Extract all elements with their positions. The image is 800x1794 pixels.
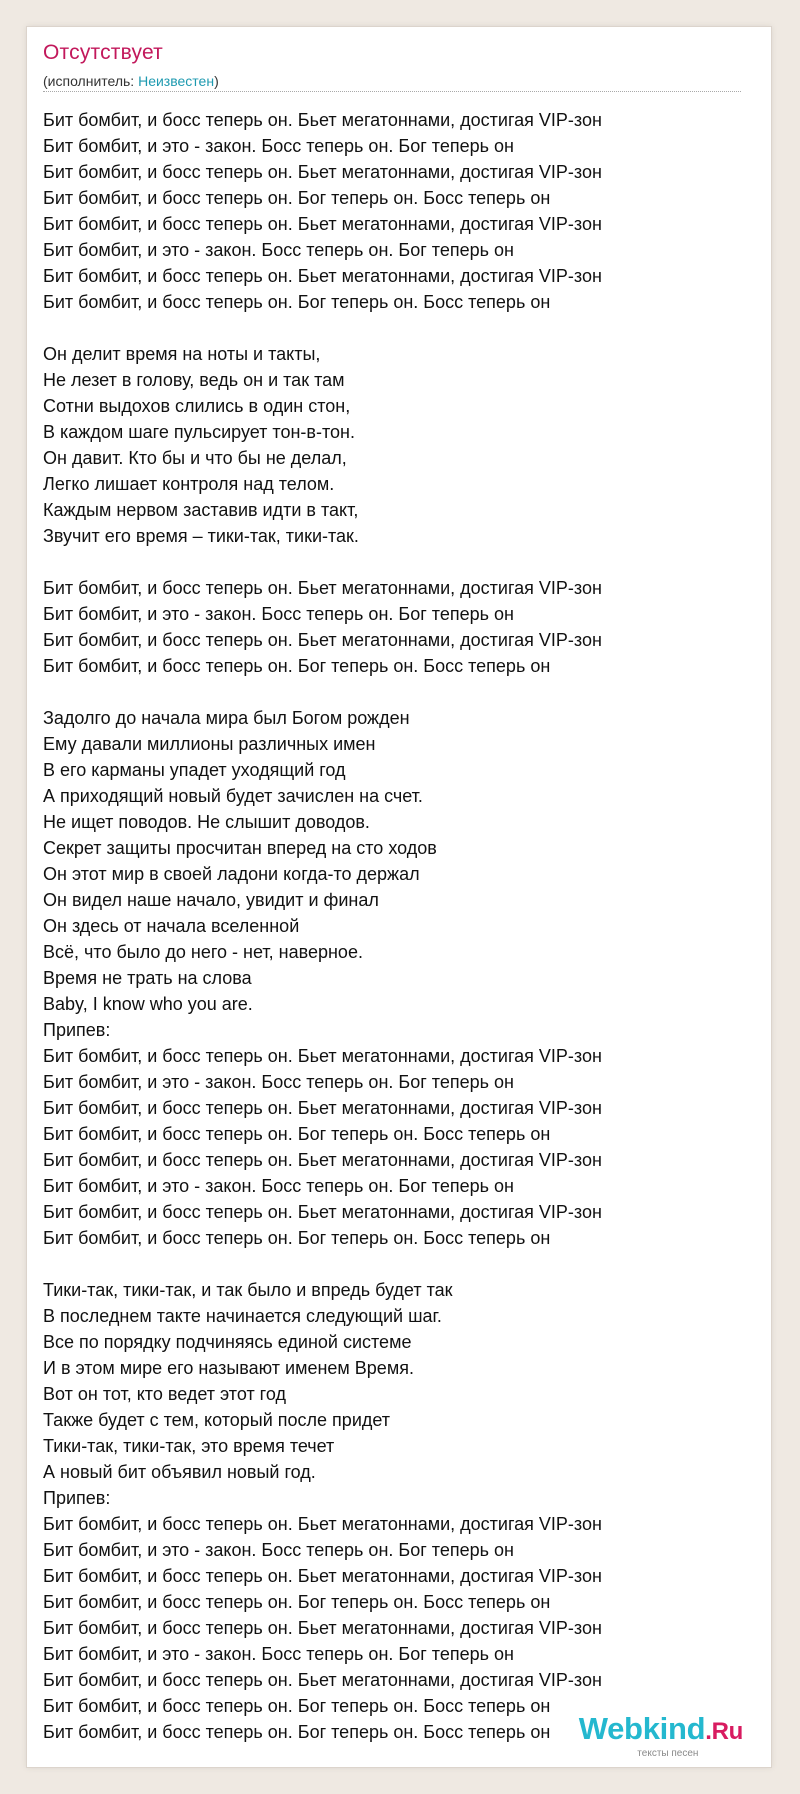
logo-main-text: Webkind bbox=[578, 1711, 706, 1746]
lyric-line: Вот он тот, кто ведет этот год bbox=[43, 1384, 286, 1404]
lyric-line: Baby, I know who you are. bbox=[43, 994, 253, 1014]
lyric-line: Бит бомбит, и босс теперь он. Бьет мегатоннами, достигая VIP-зон bbox=[43, 578, 602, 598]
lyric-line: Бит бомбит, и босс теперь он. Бьет мегатоннами, достигая VIP-зон bbox=[43, 1046, 602, 1066]
stanza-break bbox=[43, 315, 743, 341]
lyric-line: Бит бомбит, и босс теперь он. Бьет мегатоннами, достигая VIP-зон bbox=[43, 214, 602, 234]
lyric-line: Бит бомбит, и это - закон. Босс теперь он. Бог теперь он bbox=[43, 1644, 514, 1664]
lyric-line: Бит бомбит, и босс теперь он. Бог теперь он. Босс теперь он bbox=[43, 1696, 551, 1716]
lyric-line: Припев: bbox=[43, 1488, 111, 1508]
lyric-line: Не ищет поводов. Не слышит доводов. bbox=[43, 812, 370, 832]
stanza-break bbox=[43, 549, 743, 575]
lyric-line: Легко лишает контроля над телом. bbox=[43, 474, 335, 494]
lyric-line: Всё, что было до него - нет, наверное. bbox=[43, 942, 363, 962]
lyric-line: Бит бомбит, и это - закон. Босс теперь он. Бог теперь он bbox=[43, 1540, 514, 1560]
lyric-line: Бит бомбит, и босс теперь он. Бьет мегатоннами, достигая VIP-зон bbox=[43, 1670, 602, 1690]
lyric-line: Он давит. Кто бы и что бы не делал, bbox=[43, 448, 347, 468]
artist-link[interactable]: Неизвестен bbox=[138, 73, 215, 89]
logo-suffix-text: .Ru bbox=[705, 1718, 743, 1745]
lyric-line: Бит бомбит, и босс теперь он. Бьет мегатоннами, достигая VIP-зон bbox=[43, 1566, 602, 1586]
lyric-line: Ему давали миллионы различных имен bbox=[43, 734, 376, 754]
lyric-line: Бит бомбит, и босс теперь он. Бог теперь он. Босс теперь он bbox=[43, 188, 551, 208]
lyric-line: Сотни выдохов слились в один стон, bbox=[43, 396, 351, 416]
lyric-line: Он видел наше начало, увидит и финал bbox=[43, 890, 379, 910]
lyric-line: Он здесь от начала вселенной bbox=[43, 916, 300, 936]
logo-wordmark bbox=[578, 1711, 743, 1747]
lyric-line: Бит бомбит, и это - закон. Босс теперь он. Бог теперь он bbox=[43, 604, 514, 624]
site-logo[interactable] bbox=[578, 1711, 743, 1759]
lyric-line: Бит бомбит, и босс теперь он. Бог теперь он. Босс теперь он bbox=[43, 1722, 551, 1742]
lyric-line: Бит бомбит, и босс теперь он. Бьет мегатоннами, достигая VIP-зон bbox=[43, 1202, 602, 1222]
lyric-line: В его карманы упадет уходящий год bbox=[43, 760, 346, 780]
stanza-break bbox=[43, 1251, 743, 1277]
lyric-line: Звучит его время – тики-так, тики-так. bbox=[43, 526, 359, 546]
lyric-line: Время не трать на слова bbox=[43, 968, 252, 988]
stanza-break bbox=[43, 679, 743, 705]
lyric-line: Также будет с тем, который после придет bbox=[43, 1410, 391, 1430]
lyric-line: Бит бомбит, и босс теперь он. Бог теперь он. Босс теперь он bbox=[43, 1228, 551, 1248]
artist-prefix: (исполнитель: bbox=[43, 73, 139, 89]
lyric-line: Бит бомбит, и это - закон. Босс теперь он. Бог теперь он bbox=[43, 240, 514, 260]
lyrics-body bbox=[43, 107, 743, 1745]
artist-suffix: ) bbox=[214, 73, 219, 89]
lyric-line: Задолго до начала мира был Богом рожден bbox=[43, 708, 410, 728]
lyric-line: В каждом шаге пульсирует тон-в-тон. bbox=[43, 422, 355, 442]
lyric-line: А приходящий новый будет зачислен на счет. bbox=[43, 786, 423, 806]
lyric-line: Тики-так, тики-так, это время течет bbox=[43, 1436, 335, 1456]
lyric-line: И в этом мире его называют именем Время. bbox=[43, 1358, 414, 1378]
lyric-line: Бит бомбит, и босс теперь он. Бьет мегатоннами, достигая VIP-зон bbox=[43, 1514, 602, 1534]
lyric-line: Бит бомбит, и босс теперь он. Бьет мегатоннами, достигая VIP-зон bbox=[43, 630, 602, 650]
lyric-line: Он делит время на ноты и такты, bbox=[43, 344, 321, 364]
lyric-line: Бит бомбит, и это - закон. Босс теперь он. Бог теперь он bbox=[43, 1072, 514, 1092]
lyric-line: Секрет защиты просчитан вперед на сто ходов bbox=[43, 838, 437, 858]
lyric-line: Все по порядку подчиняясь единой системе bbox=[43, 1332, 412, 1352]
lyric-line: Он этот мир в своей ладони когда-то держал bbox=[43, 864, 420, 884]
lyrics-page bbox=[26, 26, 772, 1768]
logo-tagline: тексты песен bbox=[637, 1748, 699, 1759]
lyric-line: А новый бит объявил новый год. bbox=[43, 1462, 316, 1482]
lyric-line: Бит бомбит, и босс теперь он. Бьет мегатоннами, достигая VIP-зон bbox=[43, 1150, 602, 1170]
lyric-line: Бит бомбит, и босс теперь он. Бог теперь он. Босс теперь он bbox=[43, 656, 551, 676]
lyric-line: Тики-так, тики-так, и так было и впредь будет так bbox=[43, 1280, 453, 1300]
lyric-line: Каждым нервом заставив идти в такт, bbox=[43, 500, 359, 520]
lyric-line: Бит бомбит, и это - закон. Босс теперь он. Бог теперь он bbox=[43, 136, 514, 156]
lyric-line: В последнем такте начинается следующий шаг. bbox=[43, 1306, 442, 1326]
song-title: Отсутствует bbox=[43, 41, 163, 64]
lyric-line: Бит бомбит, и босс теперь он. Бог теперь он. Босс теперь он bbox=[43, 1124, 551, 1144]
title-divider bbox=[43, 91, 741, 92]
lyric-line: Бит бомбит, и босс теперь он. Бог теперь он. Босс теперь он bbox=[43, 1592, 551, 1612]
lyric-line: Не лезет в голову, ведь он и так там bbox=[43, 370, 345, 390]
lyric-line: Бит бомбит, и босс теперь он. Бьет мегатоннами, достигая VIP-зон bbox=[43, 162, 602, 182]
lyric-line: Бит бомбит, и босс теперь он. Бог теперь он. Босс теперь он bbox=[43, 292, 551, 312]
lyric-line: Бит бомбит, и босс теперь он. Бьет мегатоннами, достигая VIP-зон bbox=[43, 110, 602, 130]
lyric-line: Бит бомбит, и босс теперь он. Бьет мегатоннами, достигая VIP-зон bbox=[43, 1098, 602, 1118]
lyric-line: Припев: bbox=[43, 1020, 111, 1040]
lyric-line: Бит бомбит, и это - закон. Босс теперь он. Бог теперь он bbox=[43, 1176, 514, 1196]
lyric-line: Бит бомбит, и босс теперь он. Бьет мегатоннами, достигая VIP-зон bbox=[43, 1618, 602, 1638]
lyric-line: Бит бомбит, и босс теперь он. Бьет мегатоннами, достигая VIP-зон bbox=[43, 266, 602, 286]
artist-line bbox=[43, 73, 219, 89]
